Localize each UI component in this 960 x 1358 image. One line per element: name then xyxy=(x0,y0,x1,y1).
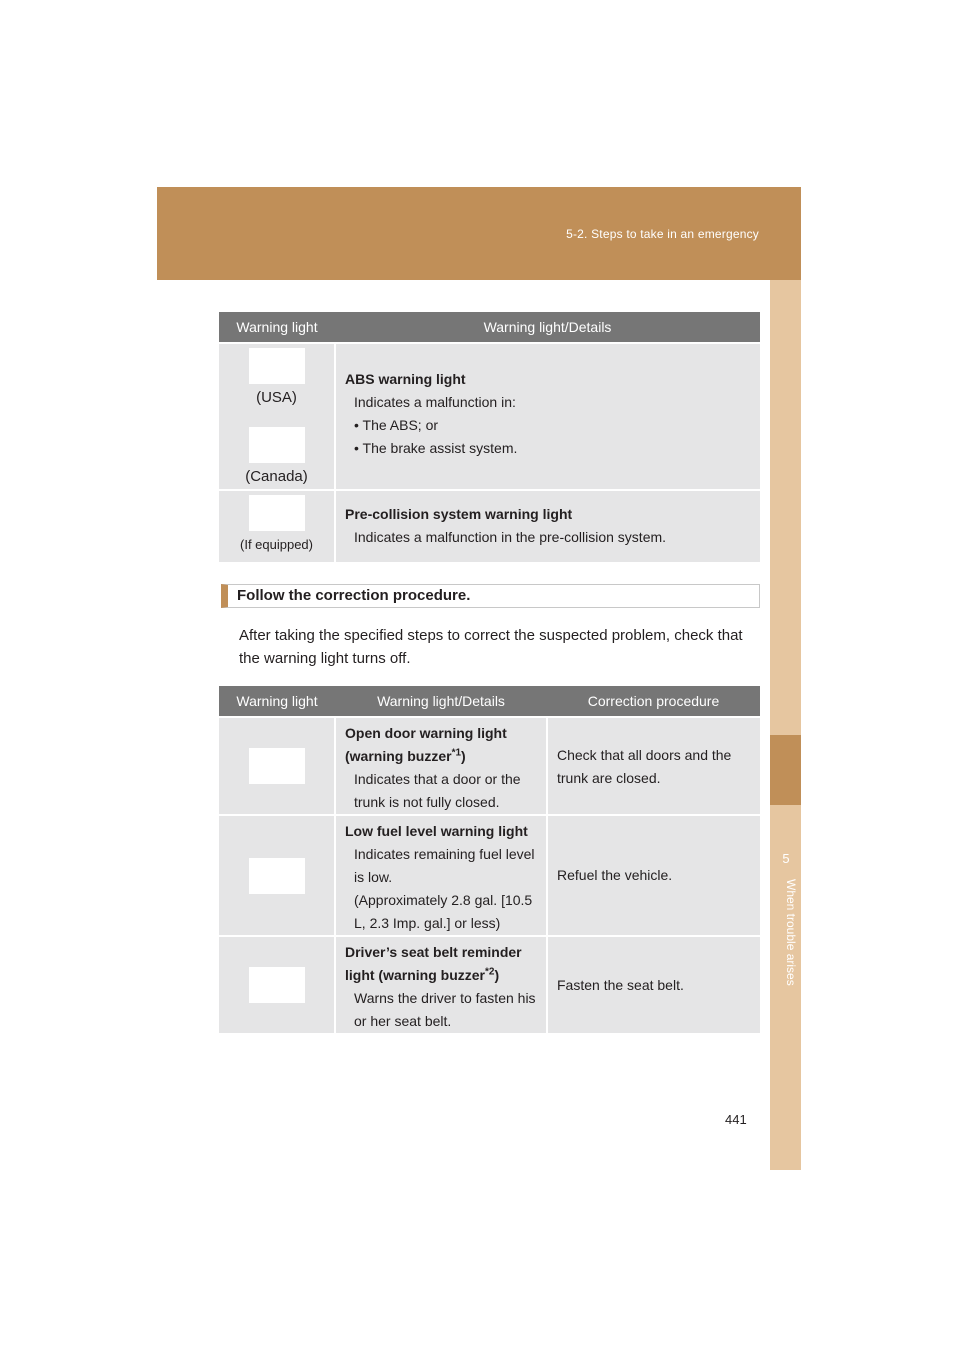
table-cell xyxy=(335,717,547,815)
item-title: light (warning buzzer$^{*2}$) xyxy=(345,966,500,983)
low-fuel-warning-icon xyxy=(249,858,305,894)
item-title: ABS warning light xyxy=(345,371,466,387)
detail-line: Indicates a malfunction in the pre-collision system. xyxy=(354,529,667,545)
footnote-marker: *2 xyxy=(485,966,495,978)
icon-caption: (If equipped) xyxy=(240,537,313,552)
icon-caption: (USA) xyxy=(256,389,297,406)
item-title: Open door warning light xyxy=(345,725,507,741)
table-cell xyxy=(335,815,547,936)
detail-text: Indicates remaining fuel level is low. xyxy=(354,846,535,885)
procedure-text: Check that all doors and the trunk are closed. xyxy=(547,717,760,815)
table1-header-warning-light: Warning light xyxy=(219,312,335,343)
section-body: After taking the specified steps to correct the suspected problem, check that the warning light turns off. xyxy=(239,627,743,667)
warning-light-table-1 xyxy=(219,312,760,562)
item-title: (warning buzzer$^{*1}$) xyxy=(345,747,466,764)
procedure-text: Refuel the vehicle. xyxy=(547,815,760,936)
detail-line: Indicates a malfunction in: xyxy=(354,394,516,410)
icon-caption: (Canada) xyxy=(245,468,308,485)
footnote-marker: *1 xyxy=(451,747,462,759)
table-cell xyxy=(219,717,335,815)
detail-text: Indicates that a door or the trunk is not fully closed. xyxy=(354,771,521,810)
section-title: 5-2. Steps to take in an emergency xyxy=(566,227,759,241)
seat-belt-reminder-icon xyxy=(249,967,305,1003)
table-cell xyxy=(219,815,335,936)
detail-line: • The brake assist system. xyxy=(354,440,518,456)
table-cell xyxy=(219,343,335,490)
detail-text: Warns the driver to fasten his or her seat belt. xyxy=(354,990,536,1029)
table1-header-details: Warning light/Details xyxy=(335,312,760,343)
table2-header-warning-light: Warning light xyxy=(219,686,335,717)
page-number: 441 xyxy=(725,1112,747,1127)
chapter-tab xyxy=(770,735,801,805)
table-cell xyxy=(335,936,547,1033)
section-heading: Follow the correction procedure. xyxy=(221,584,760,608)
table2-header-details: Warning light/Details xyxy=(335,686,547,717)
table-cell xyxy=(335,343,760,490)
table-cell xyxy=(335,490,760,562)
item-title: Low fuel level warning light xyxy=(345,823,528,839)
header-band xyxy=(157,187,801,280)
chapter-label: When trouble arises xyxy=(784,878,798,986)
side-strip xyxy=(770,280,801,1170)
pre-collision-warning-icon xyxy=(249,495,305,531)
procedure-text: Fasten the seat belt. xyxy=(547,936,760,1033)
table2-header-procedure: Correction procedure xyxy=(547,686,760,717)
open-door-warning-icon xyxy=(249,748,305,784)
table-cell xyxy=(219,936,335,1033)
abs-warning-icon-canada xyxy=(249,427,305,463)
chapter-number: 5 xyxy=(782,851,790,866)
item-title: Pre-collision system warning light xyxy=(345,506,573,522)
detail-text: (Approximately 2.8 gal. [10.5 L, 2.3 Imp. gal.] or less) xyxy=(354,892,533,931)
detail-line: • The ABS; or xyxy=(354,417,439,433)
item-title: Driver’s seat belt reminder xyxy=(345,944,522,960)
table-cell xyxy=(219,490,335,562)
warning-light-table-2 xyxy=(219,686,760,1033)
abs-warning-icon-usa xyxy=(249,348,305,384)
